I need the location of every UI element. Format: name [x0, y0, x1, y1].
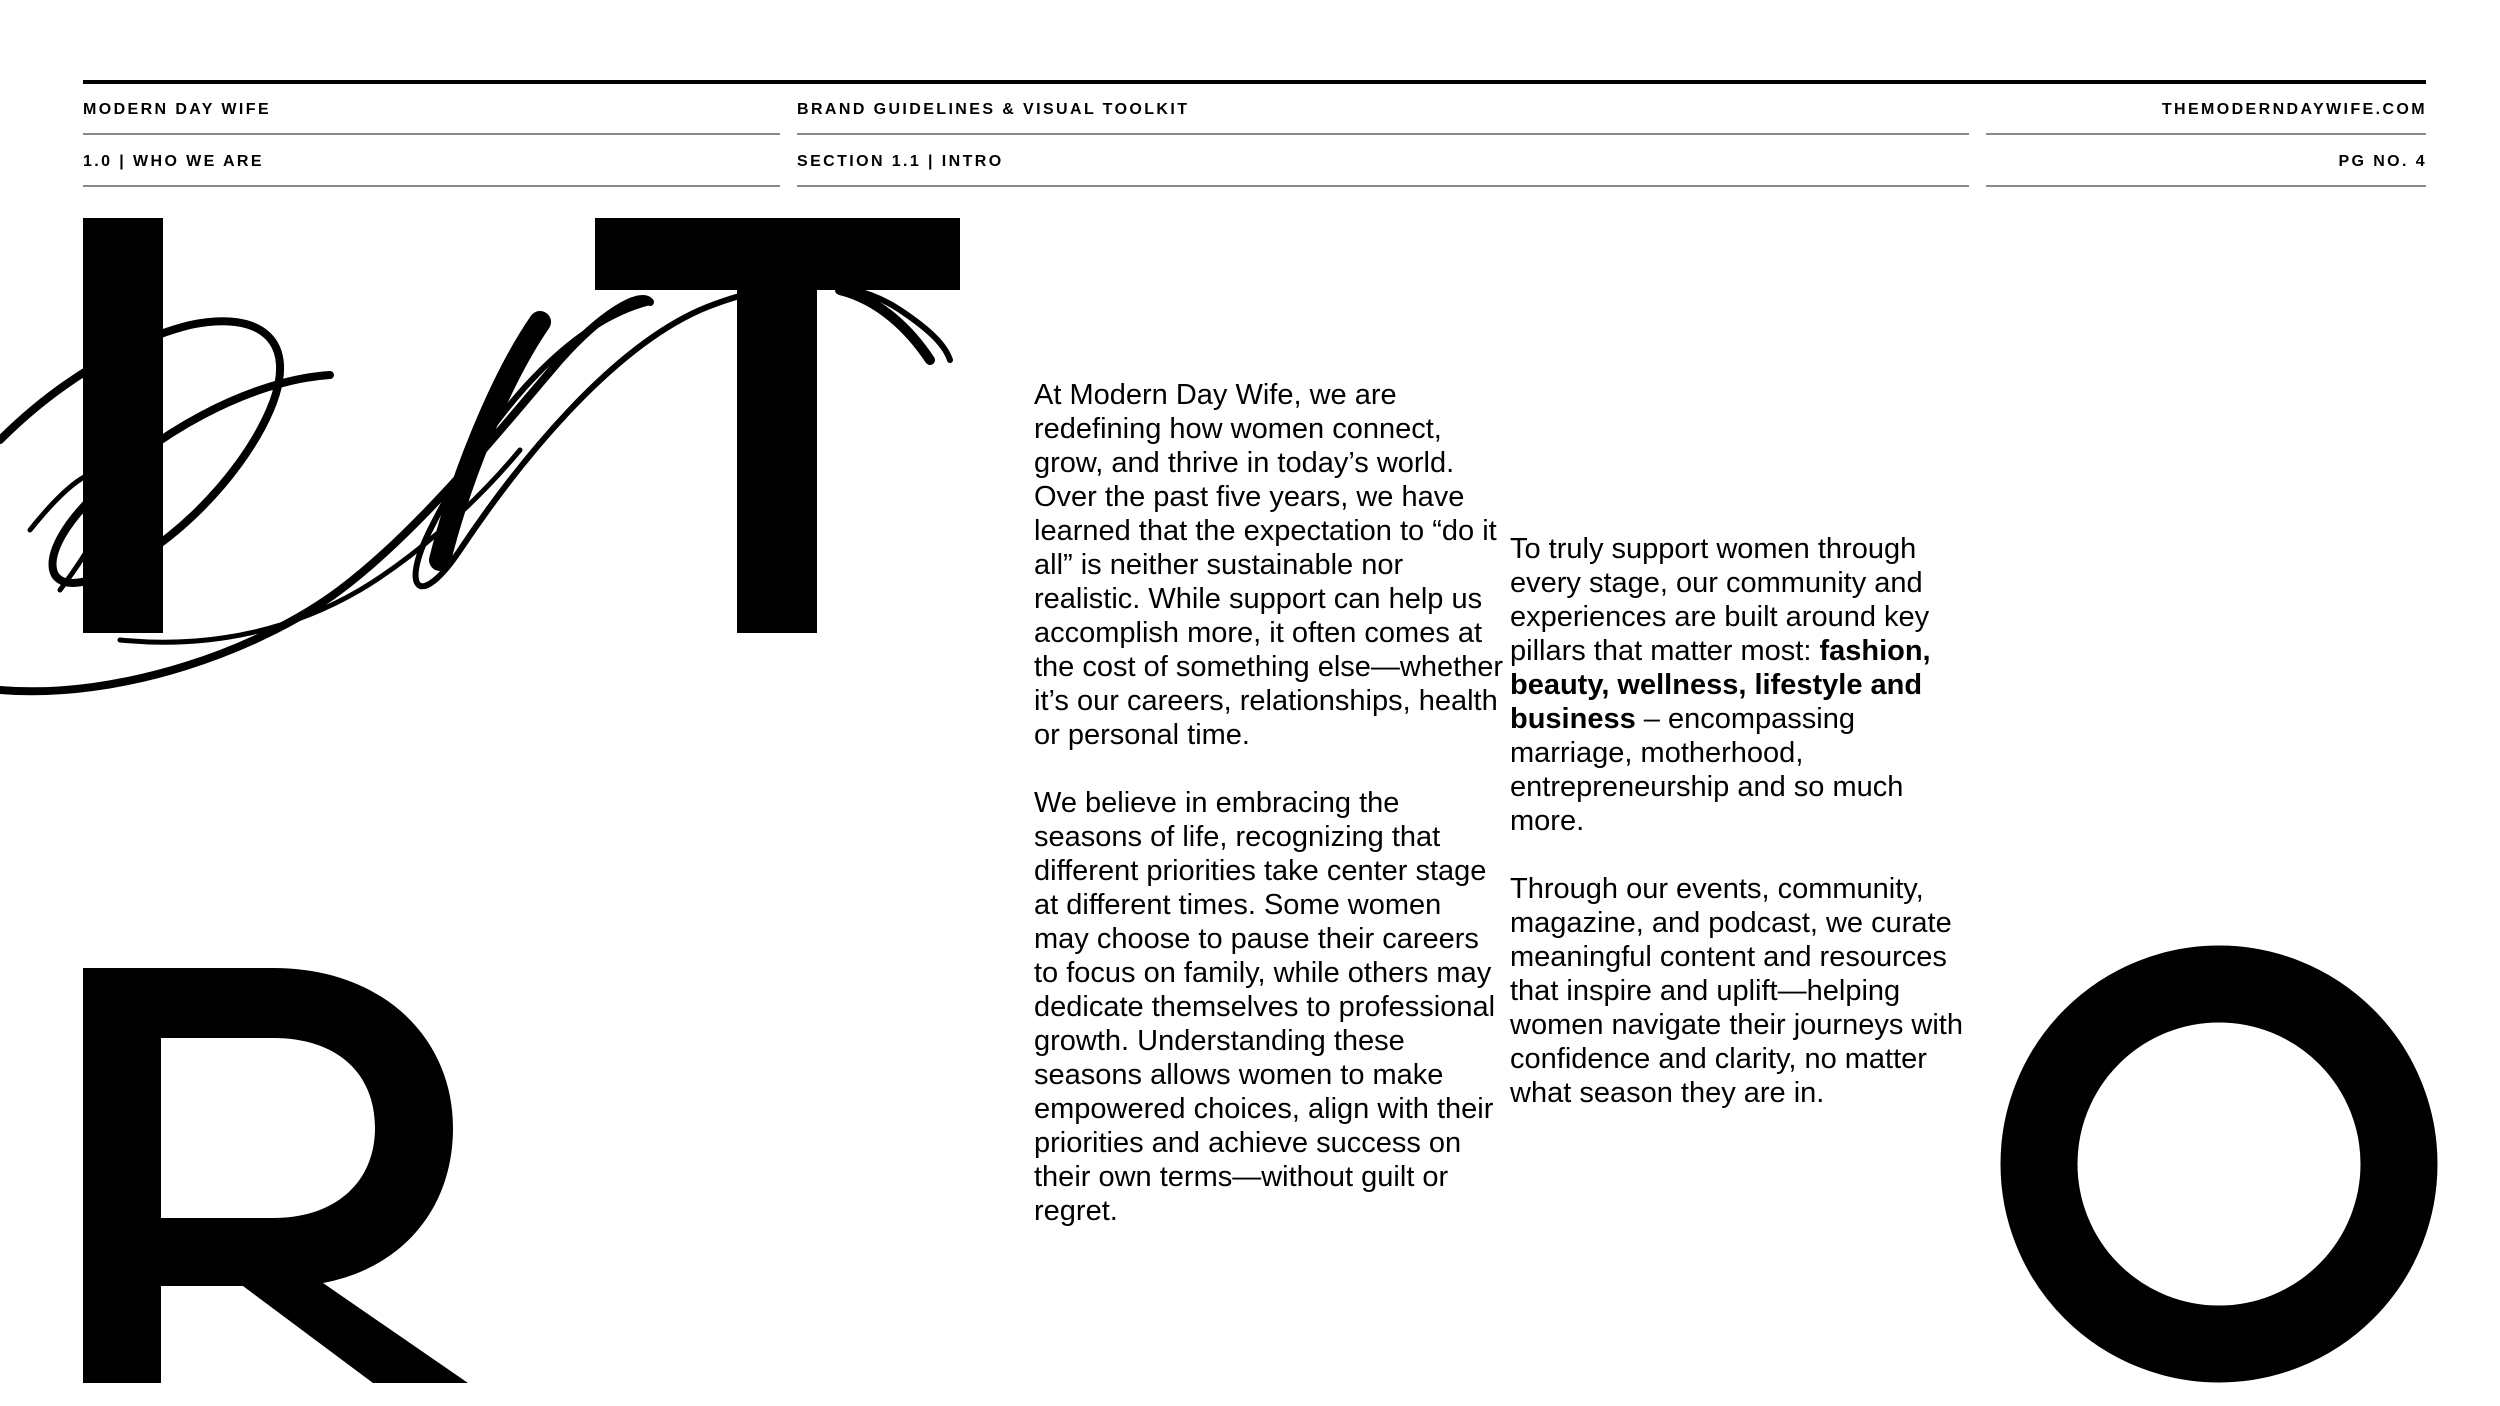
document-title: BRAND GUIDELINES & VISUAL TOOLKIT: [797, 101, 1190, 118]
header-divider-middle: [797, 133, 1969, 135]
website-url: THEMODERNDAYWIFE.COM: [2161, 101, 2427, 118]
intro-column-left: [1034, 378, 1504, 1262]
header-divider-left-2: [83, 185, 780, 187]
intro-column-right: [1510, 532, 1980, 1144]
intro-paragraph-2: We believe in embracing the seasons of life, recognizing that different priorities take center stage at different times. Some women may choose to pause their careers to focus on family, while others may dedicate themselves to professional growth. Understanding these seasons allows women to make empowered choices, align with their priorities and achieve success on their own terms—without guilt or regret.: [1034, 787, 1496, 1227]
header-top-rule: [83, 80, 2426, 84]
pillars-paragraph: [1510, 532, 1980, 838]
brand-name: MODERN DAY WIFE: [83, 101, 272, 118]
chapter-label: 1.0 | WHO WE ARE: [83, 153, 264, 170]
section-label: SECTION 1.1 | INTRO: [797, 153, 1004, 170]
page-number: PG NO. 4: [2338, 153, 2427, 170]
offerings-paragraph: Through our events, community, magazine, and podcast, we curate meaningful content and resources that inspire and uplift—helping women navigate their journeys with confidence and clarity, no matter what season they are in.: [1510, 873, 1963, 1109]
pillars-list: fashion, beauty, wellness, lifestyle and business: [1510, 635, 1931, 735]
header-divider-left: [83, 133, 780, 135]
script-monogram-flourish: [0, 230, 960, 710]
header-divider-middle-2: [797, 185, 1969, 187]
pillars-tail: – encompassing marriage, motherhood, entrepreneurship and so much more.: [1510, 703, 1904, 837]
header-divider-right: [1986, 133, 2426, 135]
letter-r-glyph: [83, 968, 483, 1383]
letter-o-glyph: [2000, 945, 2440, 1385]
header-divider-right-2: [1986, 185, 2426, 187]
intro-paragraph-1: At Modern Day Wife, we are redefining how women connect, grow, and thrive in today’s world. Over the past five years, we have learned that the expectation to “do it all” is neither sustainable nor realistic. While support can help us accomplish more, it often comes at the cost of something else—whether it’s our careers, relationships, health or personal time.: [1034, 379, 1504, 751]
pillars-lead: To truly support women through every stage, our community and experiences are built around key pillars that matter most:: [1510, 533, 1930, 667]
